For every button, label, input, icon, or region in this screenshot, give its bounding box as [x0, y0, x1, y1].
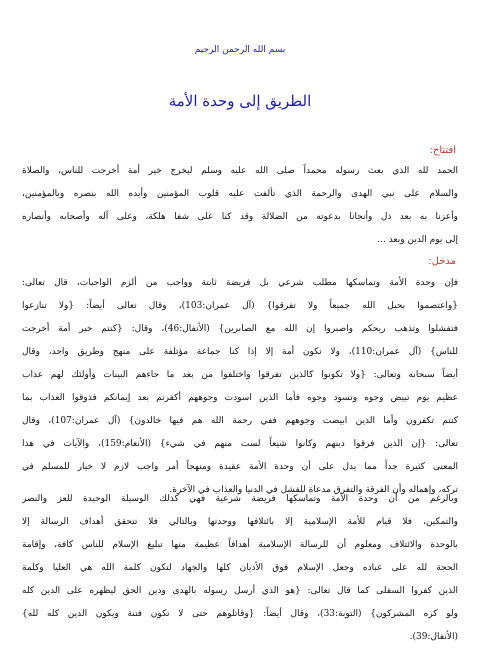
text-line: الحمد لله الذي بعث رسوله محمداً صلى الله عليه وسلم ليخرج خير أمة أخرجت للناس، والصلاة [22, 166, 458, 176]
intro-paragraph-1 [22, 272, 458, 502]
heading-opening: افتتاح: [429, 145, 456, 156]
text-line: وبالرغم من أن وحدة الأمة وتماسكها فريضة شرعية فهي كذلك الوسيلة الوحيدة للعز والنصر [22, 494, 458, 504]
text-line: المعنى كثيرة جداً مما يدل على أن وحدة الأمة عقيدة ومنهجاً أمر واجب لازم لا خيار للمسلم في [22, 462, 458, 472]
heading-intro: مدخل: [428, 256, 456, 267]
text-line: بالوحدة والائتلاف ومعلوم أن للرسالة الإسلامية أهدافاً عظيمة منها تبليغ الإسلام للناس كافة، وإقامة [22, 540, 458, 550]
text-line: الذين كفروا السفلى كما قال تعالى: {هو الذي أرسل رسوله بالهدى ودين الحق ليظهره على الدين كله [22, 586, 458, 596]
text-line: (الأنفال:39). [409, 632, 458, 642]
text-line: فإن وحدة الأمة وتماسكها مطلب شرعي بل فريضة ثابتة وواجب من ألزم الواجبات، قال تعالى: [22, 278, 458, 288]
opening-paragraph [22, 160, 458, 252]
text-line: {واعتصموا بحبل الله جميعاً ولا تفرقوا} (آل عمران:103)، وقال تعالى أيضاً: {ولا تنازعوا [22, 301, 458, 311]
text-line: كنتم تكفرون وأما الذين ابيضت وجوههم ففي رحمة الله هم فيها خالدون} (آل عمران:107)، وقال [22, 416, 458, 426]
text-line: وأعزنا به بعد ذل وأنجانا بدعوته من الضلالة وقد كنا على شفا هلكة، وعلى آله وأصحابه وأنصاره [22, 212, 458, 222]
page-title: الطريق إلى وحدة الأمة [168, 92, 312, 110]
text-line: والسلام على نبي الهدى والرحمة الذي تألفت عليه قلوب المؤمنين وأيده الله بنصره وبالمؤمنين، [22, 189, 458, 199]
text-line: والتمكين، فلا قيام للأمة الإسلامية إلا بائتلافها ووحدتها وبالتالي فلا تتحقق أهداف الرسالة إلا [22, 517, 458, 527]
text-line: تعالى: {إن الذين فرقوا دينهم وكانوا شيعاً لست منهم في شيء} (الأنعام:159)، والآيات في هذا [22, 439, 458, 449]
text-line: أيضاً سبحانه وتعالى: {ولا تكونوا كالذين تفرقوا واختلفوا من بعد ما جاءهم البينات وأولئك لهم عذاب [22, 370, 458, 380]
text-line: عظيم يوم تبيض وجوه وتسود وجوه فأما الذين اسودت وجوههم أكفرتم بعد إيمانكم فذوقوا العذاب بما [22, 393, 458, 403]
text-line: ولو كره المشركون} (التوبة:33)، وقال أيضاً: {وقاتلوهم حتى لا تكون فتنة ويكون الدين كله لله} [22, 609, 458, 619]
intro-paragraph-2 [22, 488, 458, 649]
text-line: إلى يوم الدين وبعد ... [377, 235, 458, 245]
basmala: بسم الله الرحمن الرحيم [194, 45, 286, 55]
text-line: للناس} (آل عمران:110)، ولا تكون أمة إلا إذا كنا جماعة مؤتلفة على منهج وطريق واحد، وقال [22, 347, 458, 357]
text-line: فتفشلوا وتذهب ريحكم واصبروا إن الله مع الصابرين} (الأنفال:46)، وقال: {كنتم خير أمة أخرجت [22, 324, 458, 334]
text-line: تركه، وإهماله وأن الفرقة والتفرق مدعاة للفشل في الدنيا والعذاب في الآخرة. [169, 485, 458, 495]
text-line: الحجة لله على عباده وجعل الإسلام فوق الأديان كلها والجهاد لتكون كلمة الله هي العليا وكلمة [22, 563, 458, 573]
